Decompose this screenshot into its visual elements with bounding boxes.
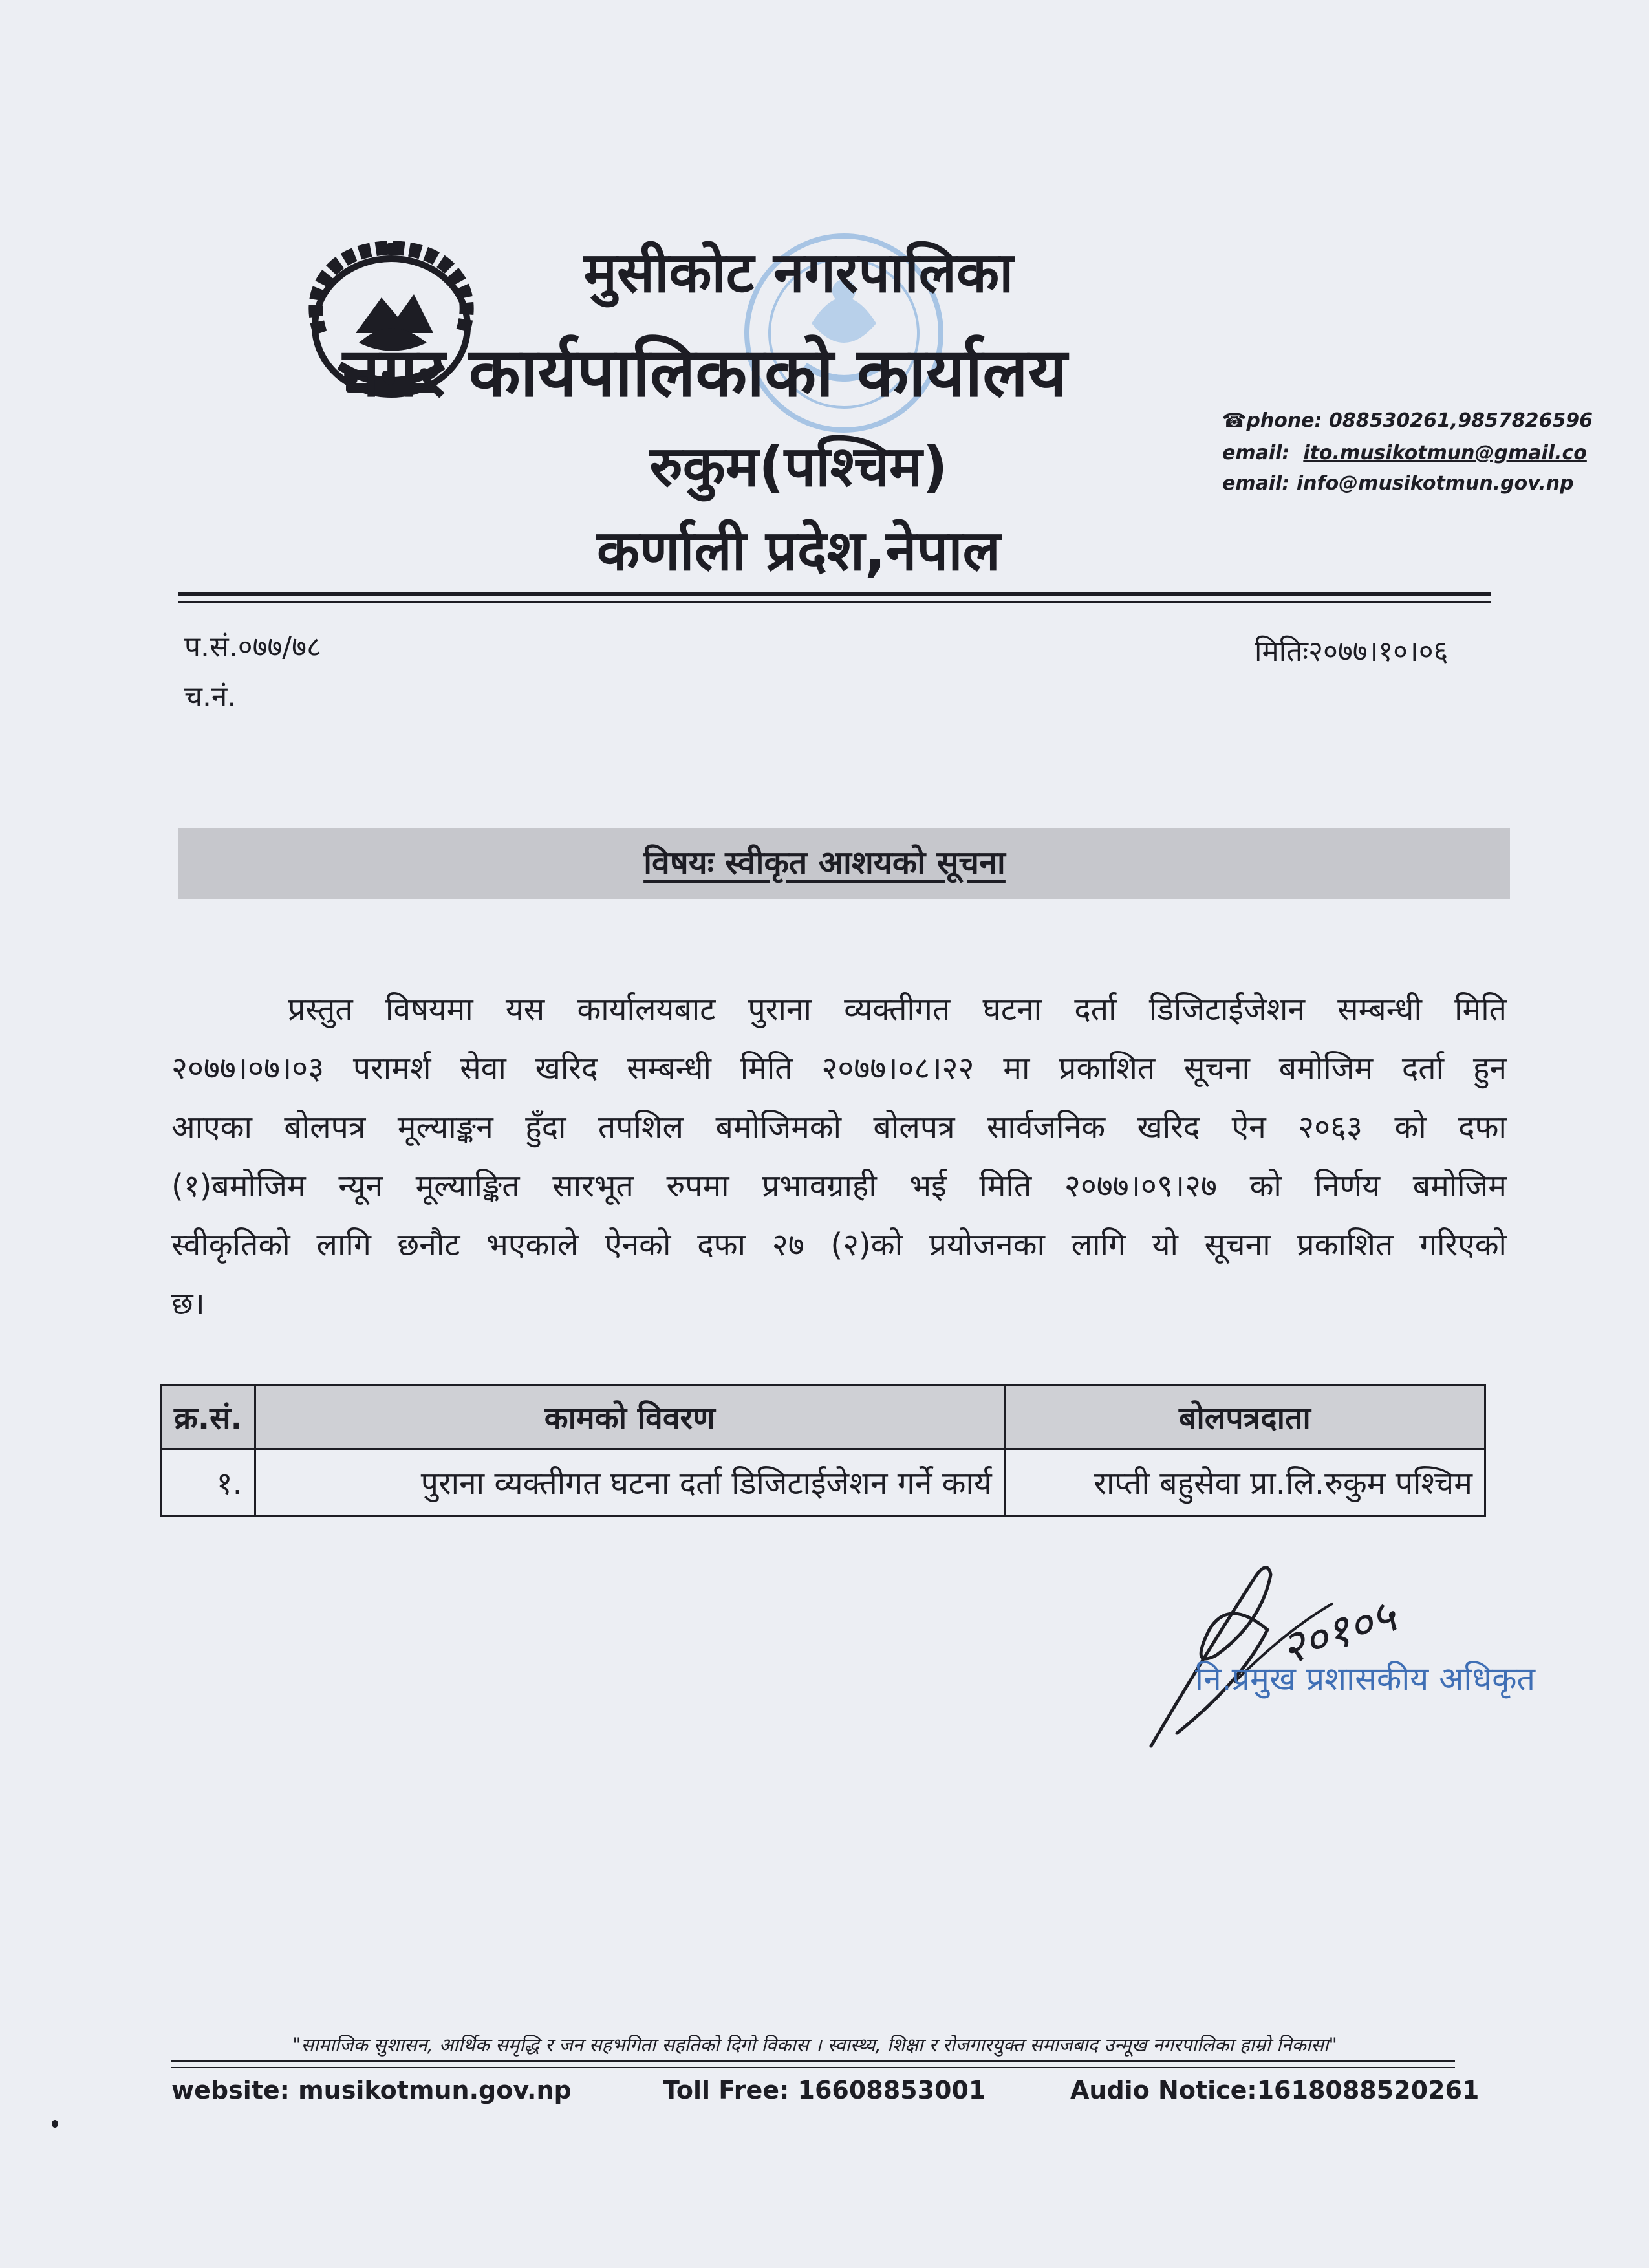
header-divider-thick [178,592,1491,596]
phone-value: 088530261,9857826596 [1328,409,1593,432]
office-name: नगर कार्यपालिकाको कार्यालय [342,333,1068,412]
award-table [160,1384,1486,1517]
header-divider-thin [178,601,1491,603]
header-serial: क्र.सं. [162,1385,255,1449]
email-link-primary[interactable]: ito.musikotmun@gmail.co [1303,442,1587,464]
contact-phone [1222,409,1593,432]
table-row [162,1449,1485,1516]
body-line: (१)बमोजिम न्यून मूल्याङ्कित सारभूत रुपमा प्रभावग्राही भई मिति २०७७।०९।२७ को निर्णय बमोजिम [171,1168,1507,1204]
header-bidder: बोलपत्रदाता [1004,1385,1485,1449]
table-header-row [162,1385,1485,1449]
body-line: २०७७।०७।०३ परामर्श सेवा खरिद सम्बन्धी मिति २०७७।०८।२२ मा प्रकाशित सूचना बमोजिम दर्ता हुन [171,1050,1507,1086]
district-name: रुकुम(पश्चिम) [649,435,948,499]
body-line: प्रस्तुत विषयमा यस कार्यालयबाट पुराना व्यक्तीगत घटना दर्ता डिजिटाईजेशन सम्बन्धी मिति [288,991,1507,1028]
subject-heading: विषयः स्वीकृत आशयको सूचना [643,844,1006,881]
footer-tollfree: Toll Free: 16608853001 [663,2076,986,2104]
footer-divider-thick [171,2060,1455,2062]
ink-speck [52,2120,58,2128]
footer-audio-notice: Audio Notice:1618088520261 [1070,2076,1480,2104]
letter-date: मितिः२०७७।१०।०६ [1255,635,1449,668]
email-link-secondary[interactable]: info@musikotmun.gov.np [1296,472,1574,495]
cell-serial: १. [162,1449,255,1516]
footer-motto: "सामाजिक सुशासन, आर्थिक समृद्धि र जन सहभगिता सहतिको दिगो विकास । स्वास्थ्य, शिक्षा र रोजगारयुक्त समाजबाद उन्मूख नगरपालिका हाम्रो निकासा" [292,2034,1337,2056]
footer-website[interactable]: website: musikotmun.gov.np [171,2076,572,2104]
body-line: स्वीकृतिको लागि छनौट भएकाले ऐनको दफा २७ (२)को प्रयोजनका लागि यो सूचना प्रकाशित गरिएको [171,1227,1507,1263]
body-line: आएका बोलपत्र मूल्याङ्कन हुँदा तपशिल बमोजिमको बोलपत्र सार्वजनिक खरिद ऐन २०६३ को दफा [171,1109,1507,1145]
header-work-description: कामको विवरण [255,1385,1004,1449]
municipality-name: मुसीकोट नगरपालिका [583,241,1014,305]
contact-email-primary [1222,442,1587,464]
body-line: छ। [171,1286,205,1322]
phone-icon: ☎ [1222,409,1247,432]
cell-work-description: पुराना व्यक्तीगत घटना दर्ता डिजिटाईजेशन गर्ने कार्य [255,1449,1004,1516]
email-label: email: [1222,472,1290,495]
signatory-title-stamp: नि.प्रमुख प्रशासकीय अधिकृत [1195,1660,1535,1698]
signature-date: २०१०५ [1273,1588,1403,1676]
phone-label: phone: [1246,409,1322,432]
reference-number: प.सं.०७७/७८ [184,631,321,664]
cell-bidder: राप्ती बहुसेवा प्रा.लि.रुकुम पश्चिम [1004,1449,1485,1516]
email-label: email: [1222,442,1290,464]
footer-divider-thin [171,2067,1455,2068]
contact-email-secondary [1222,472,1574,495]
province-name: कर्णाली प्रदेश,नेपाल [597,519,1000,583]
dispatch-number: च.नं. [184,680,237,713]
